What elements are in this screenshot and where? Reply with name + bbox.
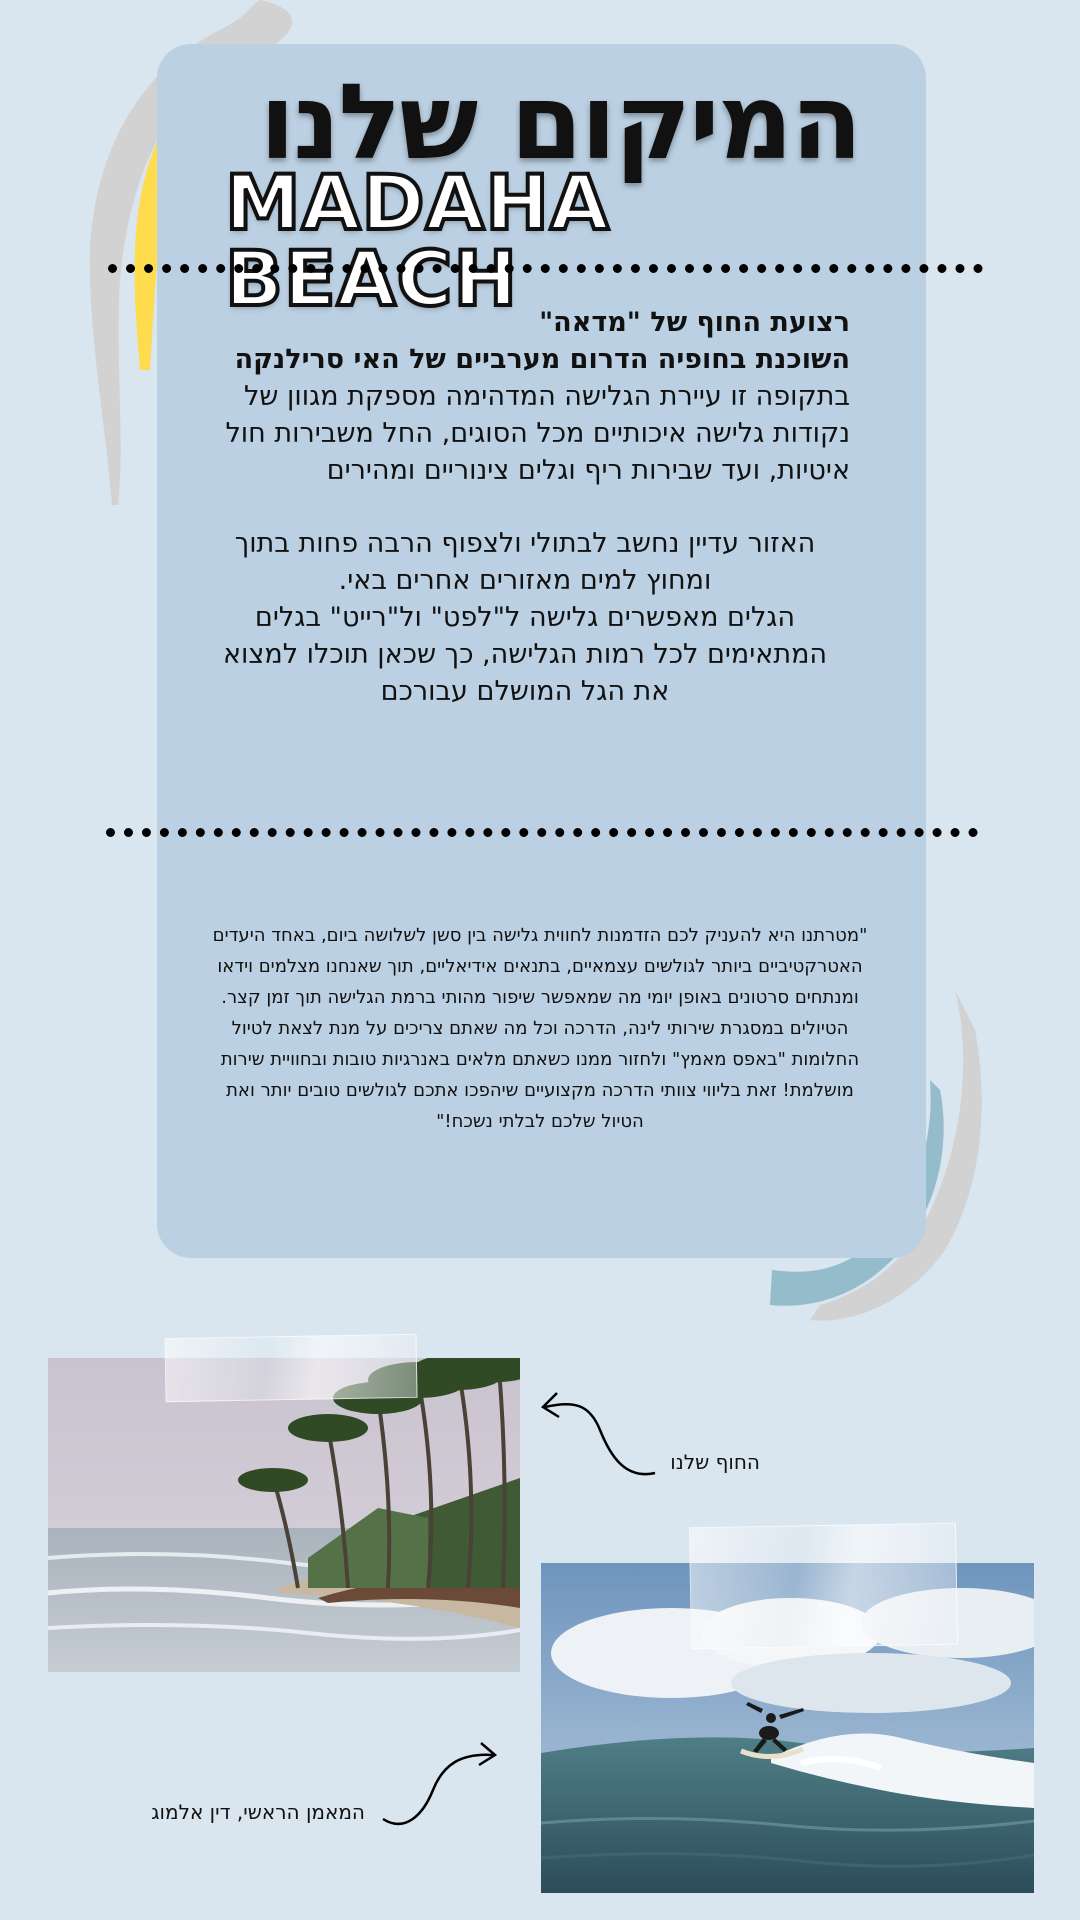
quote-line: ומנתחים סרטונים באופן יומי מה שמאפשר שיפור מהותי ברמת הגלישה תוך זמן קצר. xyxy=(221,987,859,1008)
beach-photo xyxy=(48,1358,520,1672)
mission-quote xyxy=(210,920,870,1137)
quote-line: הטיולים במסגרת שירותי לינה, הדרכה וכל מה שאתם צריכים על מנת לצאת לטיול xyxy=(231,1018,849,1039)
divider-top xyxy=(108,264,983,273)
intro-line: איטיות, ועד שבירות ריף וגלים צינוריים ומהירים xyxy=(326,455,850,486)
arrow-to-surfer-photo-icon xyxy=(375,1735,505,1835)
details-line: האזור עדיין נחשב לבתולי ולצפוף הרבה פחות בתוך xyxy=(234,528,816,559)
quote-line: "מטרתנו היא להעניק לכם הזדמנות לחווית גלישה בין סשן לשלושה ביום, באחד היעדים xyxy=(212,925,868,946)
details-line: את הגל המושלם עבורכם xyxy=(380,676,670,707)
page-title-hebrew: המיקום שלנו xyxy=(259,61,861,183)
beach-photo-illustration xyxy=(48,1358,520,1672)
divider-middle xyxy=(106,828,978,837)
details-line: המתאימים לכל רמות הגלישה, כך שכאן תוכלו למצוא xyxy=(222,639,828,670)
details-line: ומחוץ למים מאזורים אחרים באי. xyxy=(338,565,712,596)
quote-line: החלומות "באפס מאמץ" ולחזור ממנו כשאתם מלאים באנרגיות טובות ובחוויית שירות xyxy=(220,1049,860,1070)
details-text xyxy=(200,525,850,710)
intro-line: בתקופה זו עיירת הגלישה המדהימה מספקת מגוון של xyxy=(243,381,850,412)
quote-line: האטרקטיביים ביותר לגולשים עצמאיים, בתנאים אידיאליים, תוך שאנחנו מצלמים וידאו xyxy=(217,956,863,977)
tape-strip-beach xyxy=(164,1334,417,1402)
quote-line: מושלמת! זאת בליווי צוותי הדרכה מקצועיים שיהפכו אתכם לגולשים טובים יותר ואת xyxy=(226,1080,854,1101)
caption-beach: החוף שלנו xyxy=(670,1450,760,1474)
details-line: הגלים מאפשרים גלישה ל"לפט" ול"רייט" בגלים xyxy=(254,602,796,633)
tape-strip-surfer xyxy=(689,1523,958,1650)
intro-line: נקודות גלישה איכותיים מכל הסוגים, החל משבירות חול xyxy=(225,418,850,449)
caption-coach: המאמן הראשי, דין אלמוג xyxy=(151,1800,365,1824)
intro-text xyxy=(200,304,850,489)
intro-line: השוכנת בחופיה הדרום מערביים של האי סרילנקה xyxy=(234,344,850,375)
page-title-english: MADAHA BEACH xyxy=(225,158,610,323)
intro-line: רצועת החוף של "מדאה" xyxy=(539,307,850,338)
quote-line: הטיול שלכם לבלתי נשכח!" xyxy=(436,1111,644,1132)
